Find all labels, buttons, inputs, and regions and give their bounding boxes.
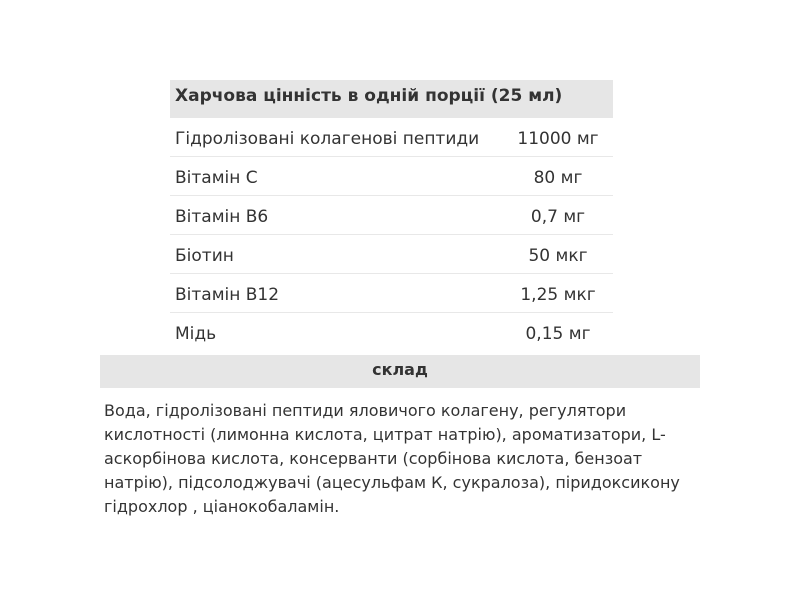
nutrient-name: Вітамін В6	[175, 206, 269, 227]
nutrient-amount: 0,7 мг	[530, 206, 586, 227]
nutrient-name: Біотин	[175, 245, 234, 266]
nutrition-row	[170, 274, 613, 313]
nutrient-name: Гідролізовані колагенові пептиди	[175, 128, 480, 149]
nutrient-name: Вітамін С	[175, 167, 258, 188]
nutrition-table-header: Харчова цінність в одній порції (25 мл)	[170, 80, 613, 118]
nutrient-name: Мідь	[175, 324, 217, 344]
nutrient-name: Вітамін В12	[175, 284, 280, 305]
composition-header: склад	[100, 355, 700, 388]
nutrition-row	[170, 196, 613, 235]
nutrient-amount: 50 мкг	[528, 245, 588, 266]
nutrient-amount: 1,25 мкг	[520, 284, 596, 305]
nutrition-row	[170, 235, 613, 274]
nutrient-amount: 0,15 мг	[525, 324, 591, 344]
nutrition-table	[170, 80, 613, 352]
nutrient-amount: 11000 мг	[517, 128, 599, 149]
composition-text: Вода, гідролізовані пептиди яловичого колагену, регулятори кислотності (лимонна кислота, цитрат натрію), ароматизатори, L-аскорбінова кислота, консерванти (сорбінова кислота, бензоат натрію), підсолоджувачі (ацесульфам К, сукралоза), піридоксикону гідрохлор , ціанокобаламін.	[104, 401, 680, 516]
nutrient-amount: 80 мг	[533, 167, 583, 188]
nutrition-row	[170, 118, 613, 157]
nutrition-row	[170, 157, 613, 196]
nutrition-row	[170, 313, 613, 352]
